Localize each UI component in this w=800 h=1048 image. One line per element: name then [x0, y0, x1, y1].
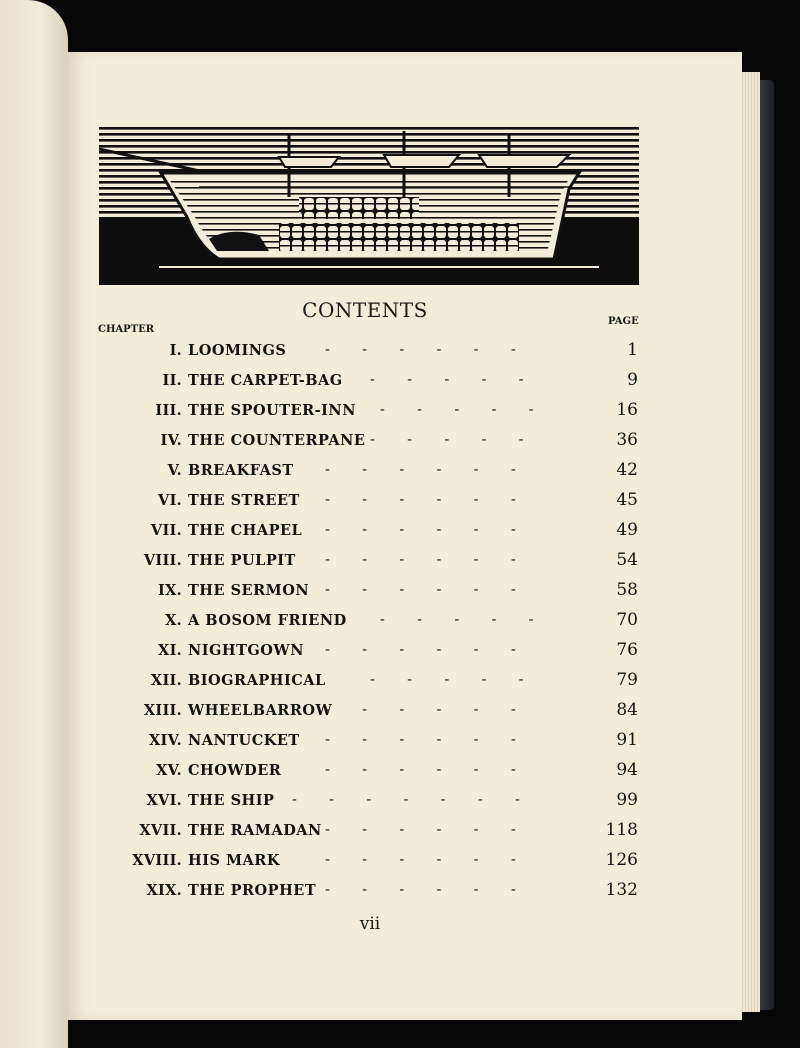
- chapter-number: XIII.: [143, 702, 182, 719]
- contents-title: CONTENTS: [302, 298, 428, 322]
- chapter-title: THE COUNTERPANE: [188, 432, 366, 449]
- chapter-title: CHOWDER: [188, 762, 282, 779]
- leader-dashes: - - - - -: [380, 612, 534, 628]
- chapter-title: BIOGRAPHICAL: [188, 672, 326, 689]
- chapter-number: I.: [169, 342, 182, 359]
- toc-entry[interactable]: [0, 606, 800, 636]
- page-number: 36: [616, 430, 638, 450]
- chapter-number: XI.: [158, 642, 182, 659]
- chapter-number: XII.: [150, 672, 182, 689]
- chapter-title: THE SERMON: [188, 582, 310, 599]
- toc-entry[interactable]: [0, 816, 800, 846]
- page-number: 79: [616, 670, 638, 690]
- page-number: 9: [627, 370, 638, 390]
- page-number: 76: [616, 640, 638, 660]
- leader-dashes: - - - - - -: [325, 552, 516, 568]
- page-number: 58: [616, 580, 638, 600]
- chapter-title: NIGHTGOWN: [188, 642, 304, 659]
- chapter-number: V.: [167, 462, 182, 479]
- leader-dashes: - - - - - -: [325, 342, 516, 358]
- toc-entry[interactable]: [0, 546, 800, 576]
- toc-entry[interactable]: [0, 876, 800, 906]
- chapter-number: XVI.: [146, 792, 182, 809]
- leader-dashes: - - - - - -: [325, 492, 516, 508]
- page-column-label: PAGE: [608, 316, 639, 327]
- chapter-title: THE CARPET-BAG: [188, 372, 343, 389]
- leader-dashes: - - - - - -: [325, 642, 516, 658]
- chapter-number: XVIII.: [132, 852, 182, 869]
- chapter-title: THE CHAPEL: [188, 522, 303, 539]
- toc-entry[interactable]: [0, 666, 800, 696]
- page-number: 91: [616, 730, 638, 750]
- page-folio: vii: [359, 914, 381, 934]
- chapter-title: THE PROPHET: [188, 882, 317, 899]
- page-number: 54: [616, 550, 638, 570]
- toc-entry[interactable]: [0, 396, 800, 426]
- page-number: 132: [605, 880, 638, 900]
- page-number: 49: [616, 520, 638, 540]
- toc-entry[interactable]: [0, 696, 800, 726]
- leader-dashes: - - - - -: [380, 402, 534, 418]
- chapter-title: THE SHIP: [188, 792, 275, 809]
- page-number: 42: [616, 460, 638, 480]
- leader-dashes: - - - - - -: [325, 822, 516, 838]
- chapter-title: NANTUCKET: [188, 732, 300, 749]
- chapter-number: VIII.: [143, 552, 182, 569]
- chapter-number: XIX.: [146, 882, 182, 899]
- toc-entry[interactable]: [0, 486, 800, 516]
- chapter-number: XIV.: [149, 732, 182, 749]
- toc-entry[interactable]: [0, 786, 800, 816]
- toc-entry[interactable]: [0, 456, 800, 486]
- toc-entry[interactable]: [0, 846, 800, 876]
- leader-dashes: - - - - -: [370, 432, 524, 448]
- toc-entry[interactable]: [0, 756, 800, 786]
- leader-dashes: - - - - - -: [325, 882, 516, 898]
- chapter-column-label: CHAPTER: [98, 324, 155, 335]
- leader-dashes: - - - - - -: [325, 582, 516, 598]
- page-number: 94: [616, 760, 638, 780]
- leader-dashes: - - - - - -: [325, 522, 516, 538]
- ship-woodcut-illustration: [99, 127, 639, 285]
- leader-dashes: - - - - - - -: [292, 792, 520, 808]
- page-number: 70: [616, 610, 638, 630]
- chapter-number: VI.: [158, 492, 182, 509]
- chapter-number: VII.: [150, 522, 182, 539]
- chapter-number: III.: [155, 402, 182, 419]
- toc-entry[interactable]: [0, 336, 800, 366]
- chapter-number: XVII.: [139, 822, 182, 839]
- chapter-number: IX.: [158, 582, 182, 599]
- page-number: 1: [627, 340, 638, 360]
- leader-dashes: - - - - -: [370, 672, 524, 688]
- leader-dashes: - - - - - -: [325, 462, 516, 478]
- chapter-title: LOOMINGS: [188, 342, 287, 359]
- page-number: 84: [616, 700, 638, 720]
- page-number: 118: [605, 820, 638, 840]
- leader-dashes: - - - - - -: [325, 852, 516, 868]
- toc-entry[interactable]: [0, 726, 800, 756]
- toc-entry[interactable]: [0, 426, 800, 456]
- page-number: 126: [605, 850, 638, 870]
- leader-dashes: - - - - - -: [325, 732, 516, 748]
- chapter-title: BREAKFAST: [188, 462, 294, 479]
- chapter-number: X.: [165, 612, 182, 629]
- chapter-title: A BOSOM FRIEND: [188, 612, 347, 629]
- leader-dashes: - - - - - -: [325, 702, 516, 718]
- toc-entry[interactable]: [0, 366, 800, 396]
- chapter-title: WHEELBARROW: [188, 702, 333, 719]
- page-number: 16: [616, 400, 638, 420]
- page-number: 45: [616, 490, 638, 510]
- toc-entry[interactable]: [0, 516, 800, 546]
- leader-dashes: - - - - - -: [325, 762, 516, 778]
- page-number: 99: [616, 790, 638, 810]
- chapter-title: THE STREET: [188, 492, 300, 509]
- chapter-number: II.: [162, 372, 182, 389]
- chapter-title: THE RAMADAN: [188, 822, 322, 839]
- chapter-number: IV.: [160, 432, 182, 449]
- chapter-title: THE SPOUTER-INN: [188, 402, 356, 419]
- chapter-title: THE PULPIT: [188, 552, 296, 569]
- leader-dashes: - - - - -: [370, 372, 524, 388]
- toc-entry[interactable]: [0, 576, 800, 606]
- chapter-title: HIS MARK: [188, 852, 280, 869]
- chapter-number: XV.: [156, 762, 182, 779]
- toc-entry[interactable]: [0, 636, 800, 666]
